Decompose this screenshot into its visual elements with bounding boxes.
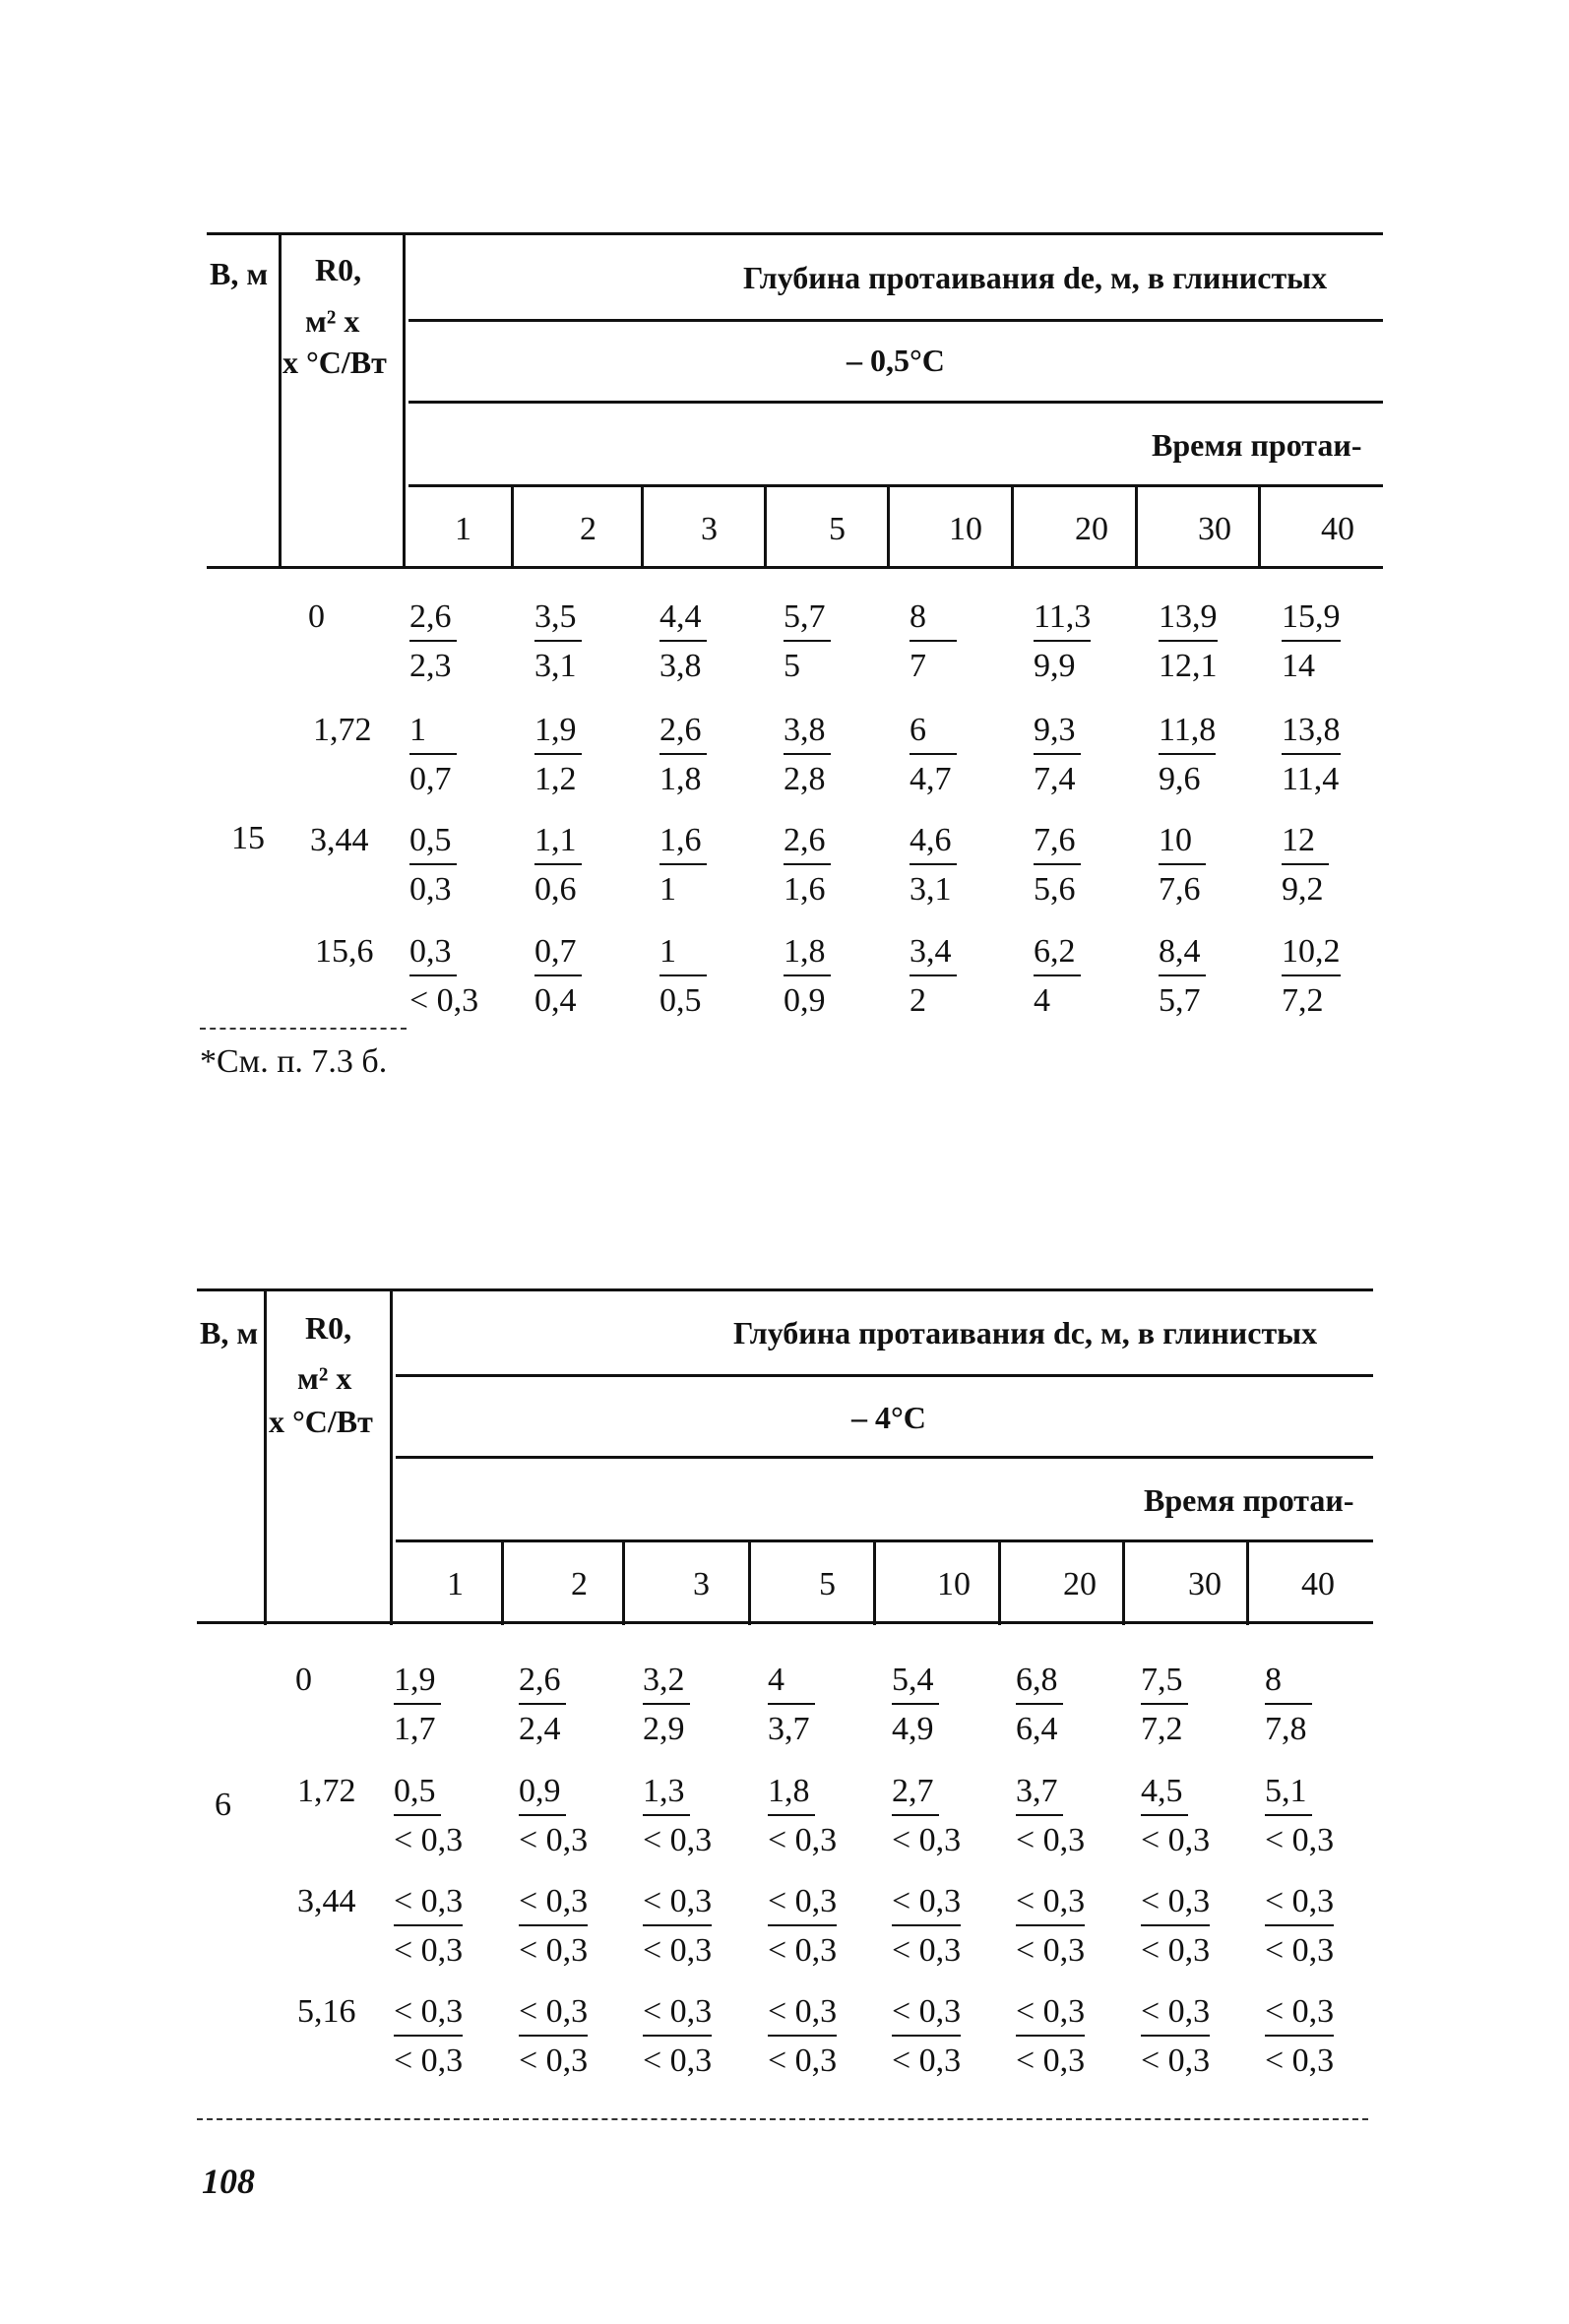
- depth-value-upper: < 0,3: [768, 1995, 837, 2037]
- col-r-header-line3: х °С/Вт: [282, 345, 387, 380]
- depth-value-lower: 0,9: [784, 982, 826, 1019]
- depth-value-upper: 8: [1265, 1664, 1312, 1705]
- depth-value-lower: 2,8: [784, 761, 826, 797]
- depth-value-upper: 13,8: [1282, 714, 1341, 755]
- col-b-header: В, м: [200, 1315, 259, 1350]
- depth-value-upper: < 0,3: [1265, 1885, 1334, 1926]
- footnote: *См. п. 7.3 б.: [200, 1043, 388, 1080]
- depth-value-lower: 9,2: [1282, 871, 1324, 908]
- depth-cell: [1016, 1775, 1085, 1857]
- depth-value-upper: 2,6: [784, 824, 831, 865]
- depth-value-upper: 3,5: [534, 600, 582, 642]
- depth-value-upper: 9,3: [1034, 714, 1081, 755]
- depth-value-upper: 2,7: [892, 1775, 939, 1816]
- depth-value-upper: 7,5: [1141, 1664, 1188, 1705]
- r0-value: 1,72: [297, 1773, 356, 1809]
- depth-value-upper: < 0,3: [643, 1885, 712, 1926]
- time-column-header: 5: [829, 511, 846, 547]
- depth-value-lower: 9,9: [1034, 648, 1076, 684]
- depth-value-lower: 5,6: [1034, 871, 1076, 908]
- depth-cell: [394, 1775, 463, 1857]
- depth-value-lower: 4,7: [910, 761, 952, 797]
- depth-cell: [784, 714, 831, 796]
- depth-cell: [1265, 1664, 1312, 1746]
- depth-value-lower: < 0,3: [1141, 1932, 1211, 1969]
- col-r-header-line2: м² х: [305, 303, 360, 339]
- depth-value-lower: 0,3: [409, 871, 452, 908]
- depth-value-lower: 2: [910, 982, 926, 1019]
- depth-value-lower: < 0,3: [1016, 1822, 1086, 1858]
- depth-value-lower: 0,7: [409, 761, 452, 797]
- depth-value-upper: 8: [910, 600, 957, 642]
- depth-cell: [910, 714, 957, 796]
- depth-cell: [1141, 1885, 1210, 1968]
- depth-cell: [643, 1995, 712, 2078]
- depth-cell: [534, 935, 582, 1018]
- depth-value-upper: 2,6: [659, 714, 707, 755]
- depth-cell: [1159, 714, 1216, 796]
- depth-value-lower: 9,6: [1159, 761, 1201, 797]
- depth-value-lower: < 0,3: [643, 2042, 713, 2079]
- depth-cell: [409, 935, 478, 1018]
- depth-value-upper: 5,4: [892, 1664, 939, 1705]
- depth-cell: [1141, 1664, 1188, 1746]
- depth-cell: [1034, 714, 1081, 796]
- depth-value-lower: 2,9: [643, 1711, 685, 1747]
- r0-value: 15,6: [315, 933, 374, 970]
- depth-value-lower: 2,3: [409, 648, 452, 684]
- time-column-header: 30: [1198, 511, 1231, 547]
- depth-value-lower: < 0,3: [519, 2042, 589, 2079]
- page-number: 108: [202, 2162, 255, 2201]
- depth-value-lower: < 0,3: [892, 1822, 962, 1858]
- depth-value-upper: 0,5: [394, 1775, 441, 1816]
- depth-value-lower: 3,1: [534, 648, 577, 684]
- depth-value-upper: 5,1: [1265, 1775, 1312, 1816]
- depth-value-lower: < 0,3: [1265, 1822, 1335, 1858]
- depth-cell: [519, 1775, 588, 1857]
- depth-value-lower: 2,4: [519, 1711, 561, 1747]
- depth-value-upper: < 0,3: [1265, 1995, 1334, 2037]
- col-b-header: В, м: [210, 256, 269, 291]
- depth-cell: [910, 600, 957, 683]
- time-column-header: 40: [1301, 1566, 1335, 1602]
- depth-value-lower: 4: [1034, 982, 1050, 1019]
- depth-value-upper: 1,6: [659, 824, 707, 865]
- depth-value-lower: 7,6: [1159, 871, 1201, 908]
- depth-value-upper: < 0,3: [1141, 1885, 1210, 1926]
- depth-cell: [1016, 1664, 1063, 1746]
- depth-value-upper: < 0,3: [892, 1885, 961, 1926]
- time-column-header: 10: [949, 511, 982, 547]
- depth-header: Глубина протаивания dс, м, в глинистых: [733, 1315, 1318, 1350]
- depth-cell: [643, 1775, 712, 1857]
- depth-value-lower: 7,2: [1141, 1711, 1183, 1747]
- depth-value-upper: 10,2: [1282, 935, 1341, 976]
- depth-value-upper: 8,4: [1159, 935, 1206, 976]
- depth-value-lower: 3,1: [910, 871, 952, 908]
- b-value: 6: [215, 1787, 231, 1823]
- depth-value-upper: < 0,3: [1016, 1885, 1085, 1926]
- depth-value-upper: 2,6: [409, 600, 457, 642]
- depth-value-lower: 3,8: [659, 648, 702, 684]
- depth-value-upper: 3,2: [643, 1664, 690, 1705]
- depth-cell: [643, 1885, 712, 1968]
- time-column-header: 30: [1188, 1566, 1222, 1602]
- depth-cell: [534, 824, 582, 907]
- depth-value-upper: < 0,3: [394, 1995, 463, 2037]
- depth-value-lower: 0,5: [659, 982, 702, 1019]
- depth-cell: [643, 1664, 690, 1746]
- depth-cell: [659, 600, 707, 683]
- depth-cell: [1265, 1775, 1334, 1857]
- depth-value-upper: 15,9: [1282, 600, 1341, 642]
- time-column-header: 2: [571, 1566, 588, 1602]
- depth-cell: [659, 824, 707, 907]
- depth-value-upper: < 0,3: [768, 1885, 837, 1926]
- depth-value-upper: 1,1: [534, 824, 582, 865]
- depth-cell: [768, 1885, 837, 1968]
- depth-value-upper: 1,8: [768, 1775, 815, 1816]
- depth-value-lower: 12,1: [1159, 648, 1218, 684]
- depth-value-lower: 1: [659, 871, 676, 908]
- depth-value-lower: < 0,3: [643, 1822, 713, 1858]
- depth-cell: [910, 935, 957, 1018]
- depth-value-upper: < 0,3: [1016, 1995, 1085, 2037]
- col-r-header-line1: R0,: [315, 252, 362, 287]
- depth-cell: [892, 1775, 961, 1857]
- depth-value-upper: < 0,3: [643, 1995, 712, 2037]
- r0-value: 0: [295, 1662, 312, 1698]
- depth-value-lower: 7,8: [1265, 1711, 1307, 1747]
- depth-cell: [910, 824, 957, 907]
- depth-value-lower: 6,4: [1016, 1711, 1058, 1747]
- depth-value-lower: < 0,3: [1141, 1822, 1211, 1858]
- r0-value: 0: [308, 598, 325, 635]
- depth-value-upper: 5,7: [784, 600, 831, 642]
- depth-value-upper: 0,7: [534, 935, 582, 976]
- depth-value-upper: 3,7: [1016, 1775, 1063, 1816]
- depth-cell: [394, 1885, 463, 1968]
- depth-value-lower: 1,8: [659, 761, 702, 797]
- depth-cell: [1016, 1995, 1085, 2078]
- r0-value: 1,72: [313, 712, 372, 748]
- depth-value-upper: 1,3: [643, 1775, 690, 1816]
- col-r-header-line2: м² х: [297, 1360, 352, 1396]
- depth-value-lower: 5: [784, 648, 800, 684]
- depth-cell: [784, 935, 831, 1018]
- depth-value-upper: 4,5: [1141, 1775, 1188, 1816]
- depth-cell: [409, 714, 457, 796]
- depth-value-lower: < 0,3: [519, 1822, 589, 1858]
- depth-cell: [784, 600, 831, 683]
- depth-value-lower: 0,6: [534, 871, 577, 908]
- depth-value-lower: < 0,3: [394, 1932, 464, 1969]
- depth-value-upper: 0,9: [519, 1775, 566, 1816]
- depth-value-lower: < 0,3: [394, 2042, 464, 2079]
- depth-value-upper: 1,9: [534, 714, 582, 755]
- depth-value-upper: 1,9: [394, 1664, 441, 1705]
- depth-value-upper: 3,4: [910, 935, 957, 976]
- depth-value-upper: 0,5: [409, 824, 457, 865]
- depth-value-lower: 7: [910, 648, 926, 684]
- depth-value-lower: < 0,3: [1016, 2042, 1086, 2079]
- depth-cell: [1265, 1995, 1334, 2078]
- depth-value-lower: 1,7: [394, 1711, 436, 1747]
- depth-cell: [1282, 935, 1341, 1018]
- depth-cell: [409, 824, 457, 907]
- depth-value-lower: < 0,3: [1016, 1932, 1086, 1969]
- depth-cell: [1159, 935, 1206, 1018]
- depth-value-lower: 1,6: [784, 871, 826, 908]
- depth-value-lower: < 0,3: [768, 1932, 838, 1969]
- depth-value-upper: < 0,3: [1141, 1995, 1210, 2037]
- time-column-header: 1: [455, 511, 471, 547]
- depth-value-lower: 1,2: [534, 761, 577, 797]
- time-column-header: 3: [701, 511, 718, 547]
- time-column-header: 20: [1063, 1566, 1097, 1602]
- depth-value-lower: 5,7: [1159, 982, 1201, 1019]
- depth-value-lower: < 0,3: [1265, 2042, 1335, 2079]
- depth-cell: [409, 600, 457, 683]
- depth-value-upper: 11,3: [1034, 600, 1091, 642]
- depth-value-upper: 12: [1282, 824, 1329, 865]
- depth-value-lower: < 0,3: [519, 1932, 589, 1969]
- depth-cell: [519, 1885, 588, 1968]
- depth-value-lower: 7,2: [1282, 982, 1324, 1019]
- depth-cell: [1034, 824, 1081, 907]
- depth-value-upper: 4,4: [659, 600, 707, 642]
- time-column-header: 10: [937, 1566, 971, 1602]
- depth-cell: [1282, 714, 1341, 796]
- depth-value-upper: < 0,3: [394, 1885, 463, 1926]
- depth-value-upper: 11,8: [1159, 714, 1216, 755]
- depth-value-lower: 7,4: [1034, 761, 1076, 797]
- depth-cell: [1141, 1995, 1210, 2078]
- depth-value-lower: < 0,3: [1265, 1932, 1335, 1969]
- depth-cell: [659, 935, 707, 1018]
- depth-value-lower: 4,9: [892, 1711, 934, 1747]
- depth-cell: [1282, 824, 1329, 907]
- depth-value-lower: < 0,3: [643, 1932, 713, 1969]
- col-r-header-line1: R0,: [305, 1310, 352, 1346]
- depth-cell: [1141, 1775, 1210, 1857]
- depth-cell: [394, 1995, 463, 2078]
- depth-value-upper: 1,8: [784, 935, 831, 976]
- depth-cell: [768, 1995, 837, 2078]
- depth-value-upper: 1: [409, 714, 457, 755]
- depth-cell: [659, 714, 707, 796]
- depth-value-upper: 0,3: [409, 935, 457, 976]
- time-column-header: 40: [1321, 511, 1354, 547]
- time-column-header: 3: [693, 1566, 710, 1602]
- depth-cell: [519, 1995, 588, 2078]
- depth-value-upper: 10: [1159, 824, 1206, 865]
- depth-value-upper: 1: [659, 935, 707, 976]
- time-header: Время протаи-: [1144, 1482, 1354, 1518]
- depth-value-lower: < 0,3: [768, 1822, 838, 1858]
- depth-cell: [1016, 1885, 1085, 1968]
- depth-cell: [1159, 600, 1218, 683]
- depth-value-upper: 2,6: [519, 1664, 566, 1705]
- depth-value-lower: < 0,3: [892, 1932, 962, 1969]
- depth-cell: [394, 1664, 441, 1746]
- time-column-header: 2: [580, 511, 596, 547]
- depth-cell: [534, 600, 582, 683]
- depth-value-upper: 6: [910, 714, 957, 755]
- temperature-label: – 0,5°С: [847, 343, 945, 378]
- depth-value-lower: 0,4: [534, 982, 577, 1019]
- depth-cell: [1034, 935, 1081, 1018]
- depth-cell: [768, 1775, 837, 1857]
- depth-value-upper: 4: [768, 1664, 815, 1705]
- depth-value-upper: 3,8: [784, 714, 831, 755]
- depth-value-lower: < 0,3: [768, 2042, 838, 2079]
- depth-value-upper: < 0,3: [892, 1995, 961, 2037]
- depth-cell: [768, 1664, 815, 1746]
- time-header: Время протаи-: [1152, 427, 1362, 463]
- depth-cell: [784, 824, 831, 907]
- depth-value-lower: 3,7: [768, 1711, 810, 1747]
- r0-value: 3,44: [297, 1883, 356, 1919]
- depth-cell: [534, 714, 582, 796]
- depth-value-lower: < 0,3: [394, 1822, 464, 1858]
- depth-value-upper: 7,6: [1034, 824, 1081, 865]
- depth-cell: [1265, 1885, 1334, 1968]
- depth-value-lower: < 0,3: [1141, 2042, 1211, 2079]
- depth-value-upper: 4,6: [910, 824, 957, 865]
- depth-cell: [892, 1664, 939, 1746]
- depth-value-lower: 11,4: [1282, 761, 1340, 797]
- time-column-header: 20: [1075, 511, 1108, 547]
- r0-value: 3,44: [310, 822, 369, 858]
- depth-cell: [1159, 824, 1206, 907]
- depth-header: Глубина протаивания dе, м, в глинистых: [743, 260, 1328, 295]
- depth-value-upper: 6,8: [1016, 1664, 1063, 1705]
- depth-cell: [892, 1995, 961, 2078]
- depth-value-lower: 14: [1282, 648, 1315, 684]
- depth-cell: [1034, 600, 1091, 683]
- depth-value-upper: 13,9: [1159, 600, 1218, 642]
- depth-value-upper: < 0,3: [519, 1885, 588, 1926]
- depth-cell: [892, 1885, 961, 1968]
- time-column-header: 5: [819, 1566, 836, 1602]
- r0-value: 5,16: [297, 1993, 356, 2030]
- depth-cell: [1282, 600, 1341, 683]
- time-column-header: 1: [447, 1566, 464, 1602]
- depth-value-lower: < 0,3: [892, 2042, 962, 2079]
- b-value: 15: [231, 820, 265, 856]
- depth-value-lower: < 0,3: [409, 982, 479, 1019]
- col-r-header-line3: х °С/Вт: [269, 1404, 373, 1439]
- depth-value-upper: < 0,3: [519, 1995, 588, 2037]
- depth-value-upper: 6,2: [1034, 935, 1081, 976]
- depth-cell: [519, 1664, 566, 1746]
- temperature-label: – 4°С: [851, 1400, 926, 1435]
